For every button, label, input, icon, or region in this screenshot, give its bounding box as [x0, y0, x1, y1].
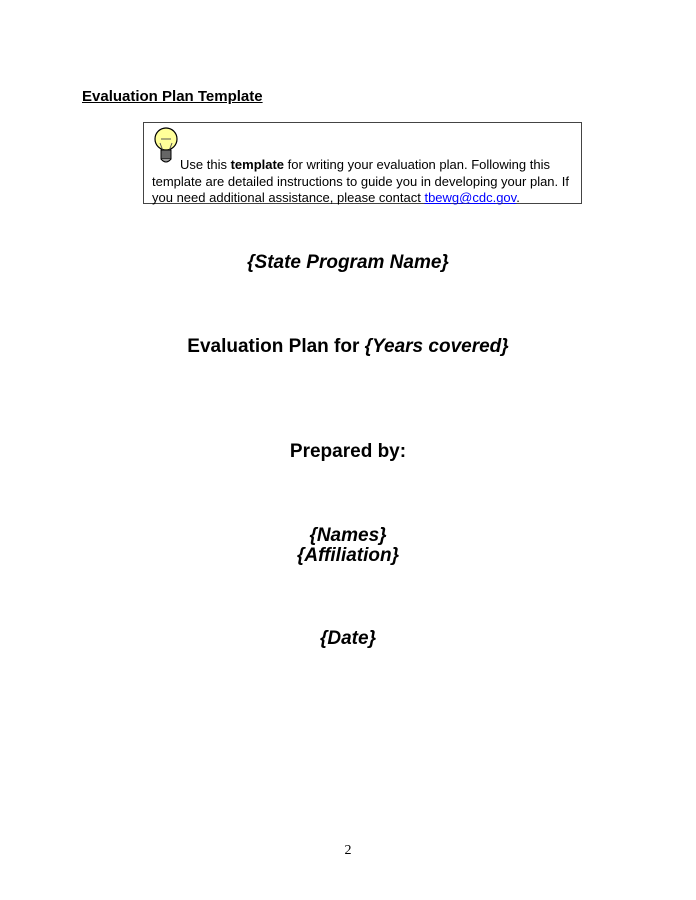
plan-title: Evaluation Plan for {Years covered}	[187, 336, 509, 357]
names: {Names}	[309, 525, 387, 546]
affiliation: {Affiliation}	[296, 545, 400, 566]
document-heading: Evaluation Plan Template	[82, 88, 263, 105]
instruction-box	[143, 122, 582, 204]
state-program-name: {State Program Name}	[247, 252, 449, 273]
date: {Date}	[320, 628, 376, 649]
email-link[interactable]: tbewg@cdc.gov	[424, 190, 517, 205]
prepared-by-label: Prepared by:	[289, 441, 407, 462]
instruction-text: Use this template for writing your evaluation plan. Following this template are detailed instructions to guide you in developing your plan. If you need additional assistance, please contact tbewg@cdc.gov.	[152, 157, 569, 205]
page-number: 2	[344, 843, 352, 858]
